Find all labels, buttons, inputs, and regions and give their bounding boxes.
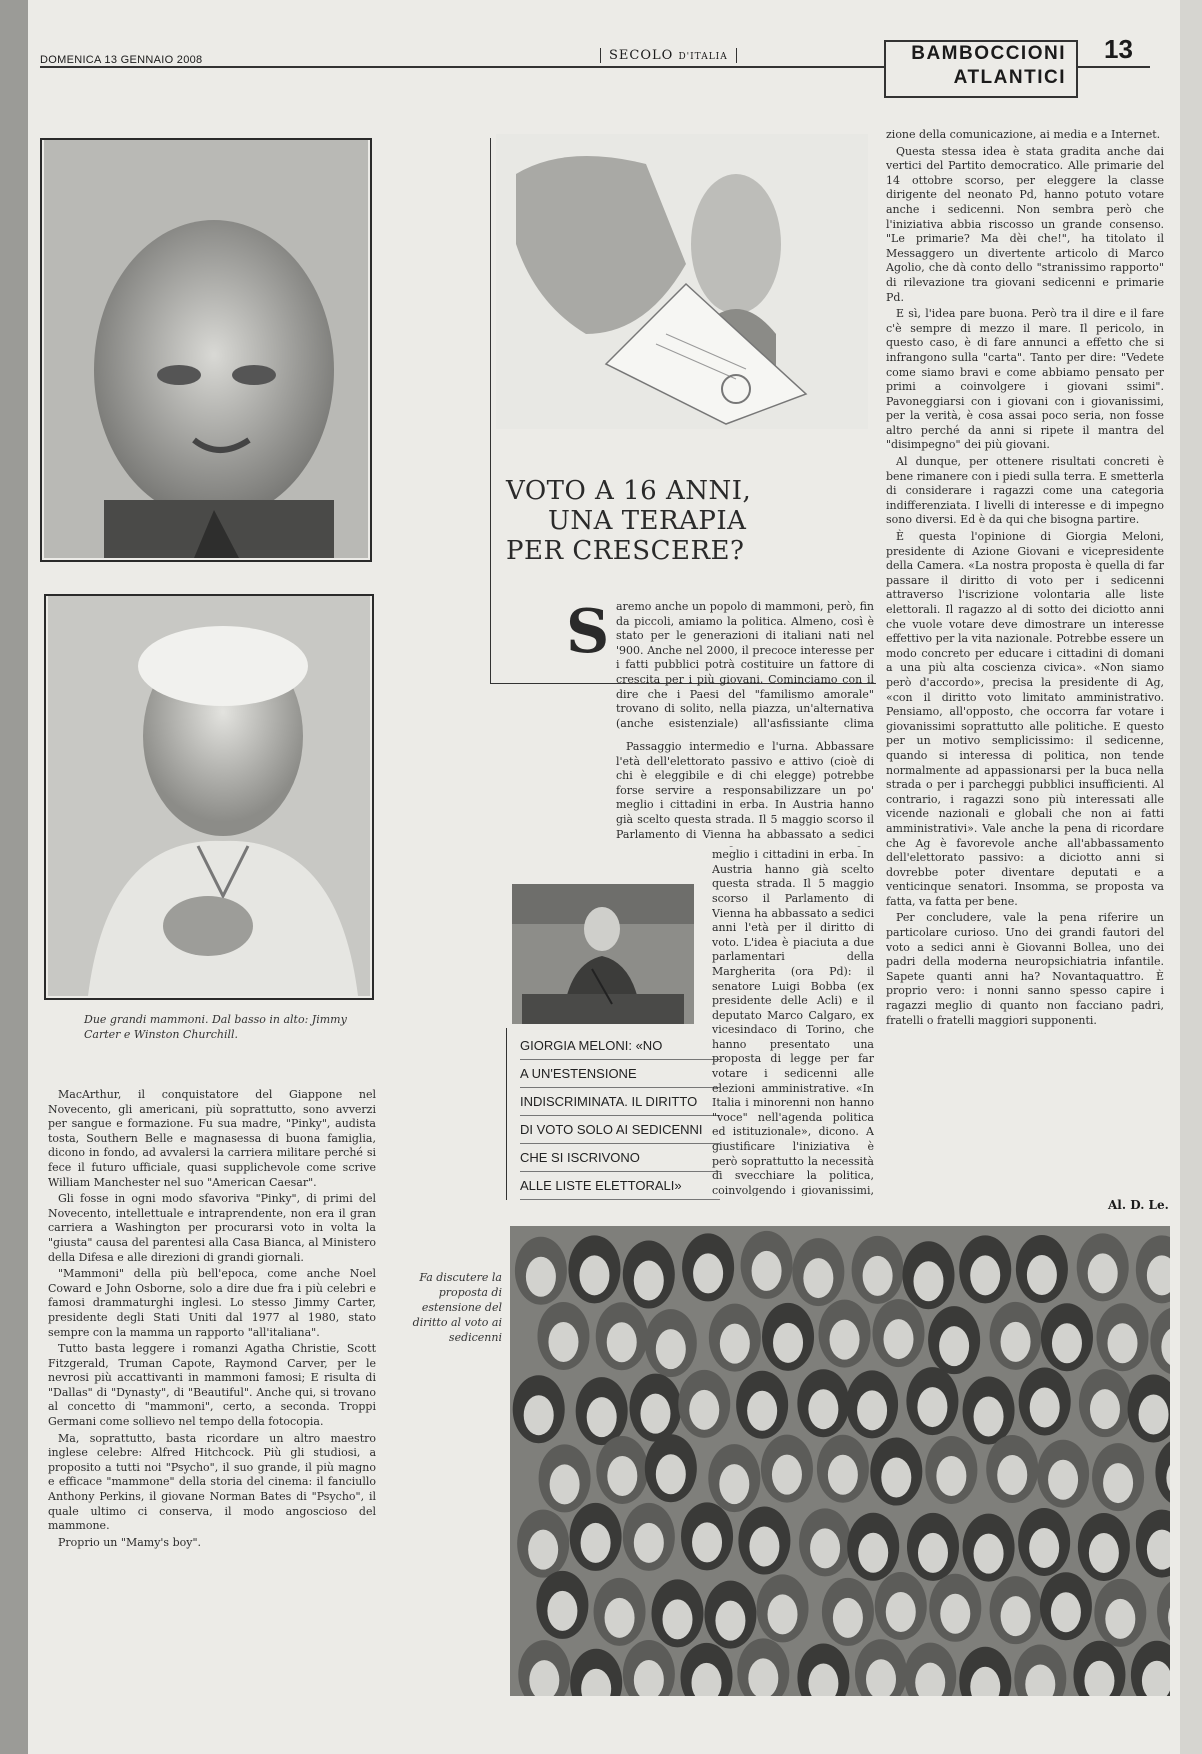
article-col1-top <box>616 600 874 730</box>
crowd-face-shape <box>886 1592 916 1632</box>
crowd-face-shape <box>974 1396 1004 1436</box>
crowd-face-shape <box>863 1256 893 1296</box>
pull-quote <box>520 1032 720 1200</box>
article-paragraph: Questa stessa idea è stata gradita anche dai vertici del Partito democratico. Alle primarie del 14 ottobre scorso, per eleggere la classe dirigente del neonato Pd, hanno potuto votare anche i sedicenni. Non sembra però che l'iniziativa abbia riscosso un grande consenso. "Le primarie? Ma dèi che!", ha titolato il Messaggero un divertente articolo di Marco Agolio, che dà conto dello "stranissimo rapporto" di rilevazione tra giovani sedicenni e primarie Pd. <box>886 144 1164 304</box>
drop-cap: S <box>566 597 610 667</box>
portraits-caption: Due grandi mammoni. Dal basso in alto: Jimmy Carter e Winston Churchill. <box>84 1013 347 1041</box>
crowd-face-shape <box>607 1456 637 1496</box>
crowd-face-shape <box>1027 1255 1057 1295</box>
crowd-face-shape <box>1139 1394 1169 1434</box>
crowd-face-shape <box>749 1527 779 1567</box>
issue-date: DOMENICA 13 GENNAIO 2008 <box>40 54 203 66</box>
crowd-face-shape <box>579 1255 609 1295</box>
left-paragraph: Ma, soprattutto, basta ricordare un altro maestro inglese celebre: Alfred Hitchcock. Più gli studiosi, a proposito a tutti noi "Psycho", il suo grande, il più magno e efficace "mammone" della storia del cinema: il fanciullo Anthony Perkins, il giovane Norman Bates di "Psycho", il quale ultimo ci conserva, il modo angoscioso del mammone. <box>48 1431 376 1533</box>
crowd-face-shape <box>940 1594 970 1634</box>
article-paragraph: zione della comunicazione, ai media e a Internet. <box>886 128 1161 141</box>
crowd-face-shape <box>747 1391 777 1431</box>
quote-line: INDISCRIMINATA. IL DIRITTO <box>520 1088 720 1116</box>
page-gutter-shadow <box>0 0 28 1754</box>
crowd-face-shape <box>772 1455 802 1495</box>
newspaper-name-suffix: D'ITALIA <box>678 52 728 62</box>
crowd-face-shape <box>1052 1323 1082 1363</box>
section-title-line1: BAMBOCCIONI <box>911 43 1066 64</box>
crowd-face-shape <box>917 1387 947 1427</box>
crowd-face-shape <box>1001 1596 1031 1636</box>
crowd-face-shape <box>634 1523 664 1563</box>
crowd-face-shape <box>1029 1528 1059 1568</box>
left-paragraph: Gli fosse in ogni modo sfavoriva "Pinky", di primi del Novecento, intellettuale e intraprendente, non era il gran carriera a Washington per procurarsi voto in volta la "giusta" causa del parentesi alla Casa Bianca, al Ministero della Difesa e alle direzioni di grandi giornali. <box>48 1192 376 1264</box>
crowd-face-shape <box>692 1522 722 1562</box>
meloni-speaking-image <box>512 884 694 1024</box>
crowd-face-shape <box>1001 1322 1031 1362</box>
crowd-face-shape <box>581 1523 611 1563</box>
crowd-face-shape <box>970 1255 1000 1295</box>
crowd-face-shape <box>640 1394 670 1434</box>
crowd-photo-caption: Fa discutere la proposta di estensione del diritto al voto ai sedicenni <box>412 1271 502 1344</box>
crowd-face-shape <box>914 1261 944 1301</box>
article-paragraph-continued: meglio i cittadini in erba. In Austria hanno già scelto questa strada. Il 5 maggio scorso il Parlamento di Vienna ha abbassato a sedici anni l'età per il diritto di voto. L'idea è piaciuta a due parlamentari della Margherita (ora Pd): il senatore Luigi Bobba (ex presidente delle Acli) e il deputato Marco Calgaro, ex vicesindaco di Torino, che hanno presentato una proposta di legge per far votare i sedicenni alle elezioni amministrative. «In Italia i minorenni non hanno "voce" nell'agenda politica ed istituzionale», dicono. A giustificare l'iniziativa è però soprattutto la necessità di svecchiare la politica, coinvolgendo i giovanissimi, <box>712 848 874 1196</box>
crowd-face-shape <box>828 1455 858 1495</box>
meloni-photo <box>512 884 694 1024</box>
crowd-face-shape <box>634 1261 664 1301</box>
article-paragraph: aremo anche un popolo di mammoni, però, fin da piccoli, amiamo la politica. Almeno, così è stato per le generazioni di italiani nati nel '900. Anche nel 2000, il precoce interesse per i fatti pubblici potrà costituire un fattore di crescita per i più giovani. Cominciamo con il dire che i Paesi del "familismo amorale" trovano di solito, nella piazza, un'alternativa (anche esistenziale) all'asfissiante clima <box>616 600 874 730</box>
crowd-face-shape <box>858 1533 888 1573</box>
article-paragraph: Passaggio intermedio e l'urna. Abbassare l'età dell'elettorato passivo e attivo (cioè di chi è eleggibile e di chi elegge) potrebbe forse servire a responsabilizzare un po' meglio i cittadini in erba. In Austria hanno già scelto questa strada. Il 5 maggio scorso il Parlamento di Vienna ha abbassato a sedici <box>616 740 874 840</box>
crowd-face-shape <box>810 1528 840 1568</box>
crowd-face-shape <box>1088 1253 1118 1293</box>
crowd-face-shape <box>656 1454 686 1494</box>
crowd-face-shape <box>526 1257 556 1297</box>
article-col1-bottom <box>712 846 874 1196</box>
section-title <box>884 40 1078 98</box>
crowd-face-shape <box>1105 1599 1135 1639</box>
left-paragraph: Tutto basta leggere i romanzi Agatha Christie, Scott Fitzgerald, Truman Capote, Raymond Carver, per le nevrosi più accattivanti in mammoni famosi; E risulta di "Dallas" di "Dynasty", di "Beautiful". Anche qui, si trovano al concetto di "mammoni", certo, a seconda. Troppi Germani come sollievo nel tempo della fotocopia. <box>48 1342 376 1429</box>
crowd-face-shape <box>587 1397 617 1437</box>
article-col2 <box>886 128 1164 1188</box>
crowd-face-shape <box>768 1594 798 1634</box>
crowd-face-shape <box>689 1390 719 1430</box>
headline-line3: PER CRESCERE? <box>506 536 745 566</box>
crowd-face-shape <box>752 1251 782 1291</box>
pull-quote-rule <box>506 1028 507 1200</box>
left-paragraph: MacArthur, il conquistatore del Giappone nel Novecento, gli americani, più soprattutto, sono avverzi per sangue e formazione. Fu sua madre, "Pinky", audista tosta, Southern Belle e magnasessa di buona famiglia, dicono in fondo, ad avvalersi la carriera militare perché si fece il futuro ufficiale, quasi supplichevole come scrive William Manchester nel suo "American Caesar". <box>48 1088 376 1189</box>
crowd-face-shape <box>857 1390 887 1430</box>
crowd-face-shape <box>1090 1389 1120 1429</box>
section-title-line2: ATLANTICI <box>953 67 1066 88</box>
article-paragraph: Al dunque, per ottenere risultati concreti è bene rimanere con i piedi sulla terra. E smetterla di considerare i ragazzi come una categoria indifferenziata. I livelli di interesse e di impegno sono diversi. Ed è da qui che bisogna partire. <box>886 455 1164 527</box>
crowd-face-shape <box>1103 1463 1133 1503</box>
newspaper-name <box>600 48 737 63</box>
crowd-face-shape <box>1108 1323 1138 1363</box>
crowd-face-shape <box>548 1322 578 1362</box>
crowd-face-shape <box>939 1326 969 1366</box>
page-right-edge <box>1180 0 1202 1754</box>
crowd-face-shape <box>1051 1592 1081 1632</box>
crowd-face-shape <box>524 1395 554 1435</box>
article-paragraph: Per concludere, vale la pena riferire un particolare curioso. Uno dei grandi fautori del voto a sedici anni è Giovanni Bollea, uno dei padri della moderna neuropsichiatria infantile. Sapete quanti anni ha? Novantaquattro. È proprio vero: i nonni sanno spesso capire i ragazzi meglio di quanto non facciano padri, fratelli o fratelli maggiori supponenti. <box>886 911 1164 1027</box>
headline-line2: UNA TERAPIA <box>548 506 747 536</box>
quote-line: A UN'ESTENSIONE <box>520 1060 720 1088</box>
crowd-face-shape <box>773 1323 803 1363</box>
crowd-face-shape <box>720 1324 750 1364</box>
crowd-face-shape <box>830 1320 860 1360</box>
crowd-face-shape <box>547 1591 577 1631</box>
crowd-of-teenagers-image <box>510 1226 1170 1696</box>
crowd-face-shape <box>803 1258 833 1298</box>
crowd-face-shape <box>881 1458 911 1498</box>
crowd-photo <box>510 1226 1170 1696</box>
quote-line: CHE SI ISCRIVONO <box>520 1144 720 1172</box>
crowd-face-shape <box>833 1598 863 1638</box>
crowd-face-shape <box>719 1464 749 1504</box>
crowd-face-shape <box>656 1329 686 1369</box>
left-paragraph: Proprio un "Mamy's boy". <box>58 1535 202 1549</box>
left-text-column <box>48 1088 376 1708</box>
crowd-face-shape <box>663 1599 693 1639</box>
page-number: 13 <box>1104 34 1133 64</box>
left-paragraph: "Mammoni" della più bell'epoca, come anche Noel Coward e John Osborne, solo a dire due fra i più celebri e famosi drammaturghi inglesi. Lo stesso Jimmy Carter, presidente degli Stati Uniti dal 1977 al 1980, stato sempre con la mamma un rapporto "all'italiana". <box>48 1267 376 1339</box>
quote-line: DI VOTO SOLO AI SEDICENNI <box>520 1116 720 1144</box>
crowd-face-shape <box>693 1253 723 1293</box>
crowd-face-shape <box>605 1598 635 1638</box>
article-col1-middle <box>616 740 874 840</box>
crowd-face-shape <box>1089 1533 1119 1573</box>
article-paragraph: È questa l'opinione di Giorgia Meloni, presidente di Azione Giovani e vicepresidente della Camera. «La nostra proposta è quella di far passare il diritto di voto per i sedicenni attraverso l'iscrizione volontaria alle liste elettorali. Il ragazzo al di sotto dei diciotto anni che vuole votare deve dimostrare un interesse effettivo per la vita nazionale. Potrebbe essere un modo concreto per educare i cittadini di domani a una più alta coscienza civica». «Non siamo però d'accordo», precisa la presidente di Ag, «con il diritto voto limitato amministrativo. Pensiamo, all'opposto, che occorra far votare i giovanissimi soprattutto alle politiche. E questo per un motivo semplicissimo: il sedicenne, quando si interessa di politica, non tende normalmente ad appassionarsi per la buca nella strada o per i parcheggi pubblici insufficienti. Al contrario, i ragazzi sono più interessati alle vicende nazionali e globali che non ai fatti amministrativi». Vale anche la pena di ricordare che Ag è favorevole anche all'abbassamento dell'elettorato passivo: a diciotto anni si dovrebbe poter diventare deputati e a venticinque senatori. Insomma, se proposta va fatta, va fatta per bene. <box>886 530 1164 908</box>
crowd-face-shape <box>808 1389 838 1429</box>
crowd-face-shape <box>550 1464 580 1504</box>
crowd-face-shape <box>715 1601 745 1641</box>
carter-photo-frame <box>44 594 374 1000</box>
crowd-face-shape <box>607 1322 637 1362</box>
crowd-face-shape <box>1030 1388 1060 1428</box>
crowd-face-shape <box>528 1530 558 1570</box>
churchill-photo-frame <box>40 138 372 562</box>
crowd-face-shape <box>1048 1460 1078 1500</box>
crowd-face-shape <box>997 1455 1027 1495</box>
article-headline <box>506 476 866 566</box>
article-byline: Al. D. Le. <box>1108 1198 1169 1212</box>
headline-line1: VOTO A 16 ANNI, <box>506 476 752 506</box>
quote-line: GIORGIA MELONI: «NO <box>520 1032 720 1060</box>
article-paragraph: E sì, l'idea pare buona. Però tra il dire e il fare c'è sempre di mezzo il mare. Il pericolo, in questo caso, è di fare annunci a effetto che si infrangono sulla "carta". Tanto per dire: "Vedete come siamo bravi e come abbiamo pensato per primi a coinvolgere i giovani ssimi". Pavoneggiarsi con i giovani con i giovanissimi, per la verità, è cosa assai poco seria, non fosse altro perché da anni si ripete il mantra del "disimpegno" dei più giovani. <box>886 307 1164 452</box>
crowd-face-shape <box>936 1456 966 1496</box>
newspaper-name-main: SECOLO <box>609 48 674 63</box>
crowd-face-shape <box>918 1533 948 1573</box>
crowd-face-shape <box>884 1319 914 1359</box>
crowd-face-shape <box>974 1534 1004 1574</box>
quote-line: ALLE LISTE ELETTORALI» <box>520 1172 720 1200</box>
